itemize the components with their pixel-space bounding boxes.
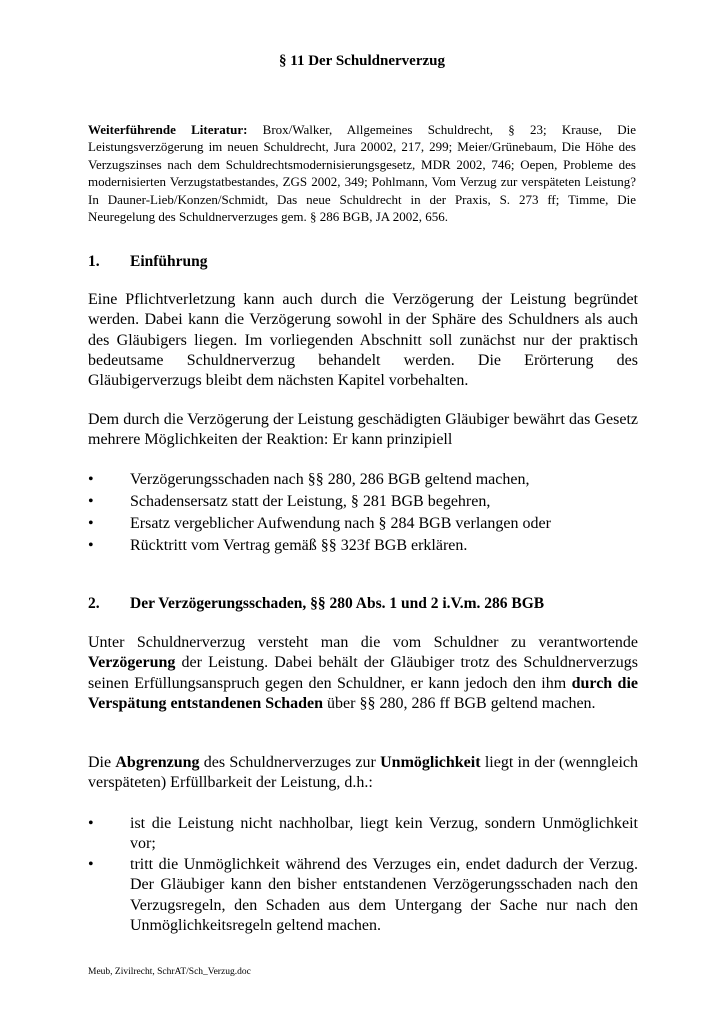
bullet-icon: • [88, 815, 94, 832]
bold-term: Unmöglichkeit [380, 754, 481, 771]
text-run: der Leistung. Dabei behält der Gläubiger trotz des Schuldnerverzugs seinen Erfüllungsanspruch gegen den Schuldner, er kann jedoch den ihm [88, 654, 638, 692]
list-item [88, 513, 638, 535]
paragraph: Eine Pflichtverletzung kann auch durch die Verzögerung der Leistung begründet werden. Dabei kann die Verzögerung sowohl in der Sphäre des Schuldners als auch des Gläubigers liegen. Im vorliegenden Abschnitt soll zunächst nur der praktisch bedeutsame Schuldnerverzug behandelt werden. Die Erörterung des Gläubigerverzugs bleibt dem nächsten Kapitel vorbehalten. [88, 291, 638, 390]
list-item [88, 814, 638, 855]
bullet-icon: • [88, 493, 94, 510]
section-number: 2. [88, 595, 100, 612]
paragraph [88, 633, 638, 714]
bold-term: durch die Verspätung entstandenen Schaden [88, 674, 639, 712]
page-footer: Meub, Zivilrecht, SchrAT/Sch_Verzug.doc [88, 967, 251, 977]
list-item [88, 491, 638, 513]
bullet-list [88, 469, 638, 557]
list-item-text: ist die Leistung nicht nachholbar, liegt kein Verzug, sondern Unmöglichkeit vor; [130, 815, 638, 853]
list-item [88, 855, 638, 937]
bullet-icon: • [88, 515, 94, 532]
paragraph: Dem durch die Verzögerung der Leistung geschädigten Gläubiger bewährt das Gesetz mehrere Möglichkeiten der Reaktion: Er kann prinzipiell [88, 411, 638, 449]
text-run: Unter Schuldnerverzug versteht man die vom Schuldner zu verantwortende [88, 634, 638, 651]
list-item [88, 469, 638, 491]
bullet-icon: • [88, 471, 94, 488]
section-heading-2 [88, 595, 544, 613]
section-title: Der Verzögerungsschaden, §§ 280 Abs. 1 und 2 i.V.m. 286 BGB [130, 595, 545, 612]
literature-label: Weiterführende Literatur: [88, 122, 248, 137]
bullet-icon: • [88, 855, 94, 873]
text-run: Die [88, 754, 116, 771]
list-item-text: Rücktritt vom Vertrag gemäß §§ 323f BGB erklären. [130, 537, 468, 554]
bullet-list [88, 814, 638, 936]
list-item [88, 535, 638, 557]
section-title: Einführung [130, 253, 208, 270]
section-number: 1. [88, 253, 100, 270]
literature-paragraph [88, 121, 636, 225]
list-item-text: tritt die Unmöglichkeit während des Verzuges ein, endet dadurch der Verzug. Der Gläubiger kann den bisher entstandenen Verzögerungsschaden nach den Verzugsregeln, den Schaden aus dem Untergang der Sache nur nach den Unmöglichkeitsregeln geltend machen. [130, 855, 638, 935]
list-item-text: Schadensersatz statt der Leistung, § 281 BGB begehren, [130, 493, 491, 510]
bold-term: Abgrenzung [115, 754, 200, 771]
text-run: des Schuldnerverzuges zur [199, 754, 381, 771]
section-heading-1 [88, 253, 208, 271]
text-run: liegt in der (wenngleich verspäteten) Erfüllbarkeit der Leistung, d.h.: [88, 754, 639, 792]
page-title: § 11 Der Schuldnerverzug [279, 53, 445, 69]
list-item-text: Ersatz vergeblicher Aufwendung nach § 284 BGB verlangen oder [130, 515, 551, 532]
bold-term: Verzögerung [88, 654, 176, 672]
list-item-text: Verzögerungsschaden nach §§ 280, 286 BGB geltend machen, [130, 471, 530, 488]
literature-text: Brox/Walker, Allgemeines Schuldrecht, § 23; Krause, Die Leistungsverzögerung im neuen Schuldrecht, Jura 20002, 217, 299; Meier/Grünebaum, Die Höhe des Verzugszinses nach dem Schuldrechtsmodernisierungsgesetz, MDR 2002, 746; Oepen, Probleme des modernisierten Verzugstatbestandes, ZGS 2002, 349; Pohlmann, Vom Verzug zur verspäteten Leistung? In Dauner-Lieb/Konzen/Schmidt, Das neue Schuldrecht in der Praxis, S. 273 ff; Timme, Die Neuregelung des Schuldnerverzuges gem. § 286 BGB, JA 2002, 656. [88, 122, 636, 225]
text-run: über §§ 280, 286 ff BGB geltend machen. [323, 694, 596, 712]
bullet-icon: • [88, 537, 94, 554]
paragraph [88, 753, 638, 794]
